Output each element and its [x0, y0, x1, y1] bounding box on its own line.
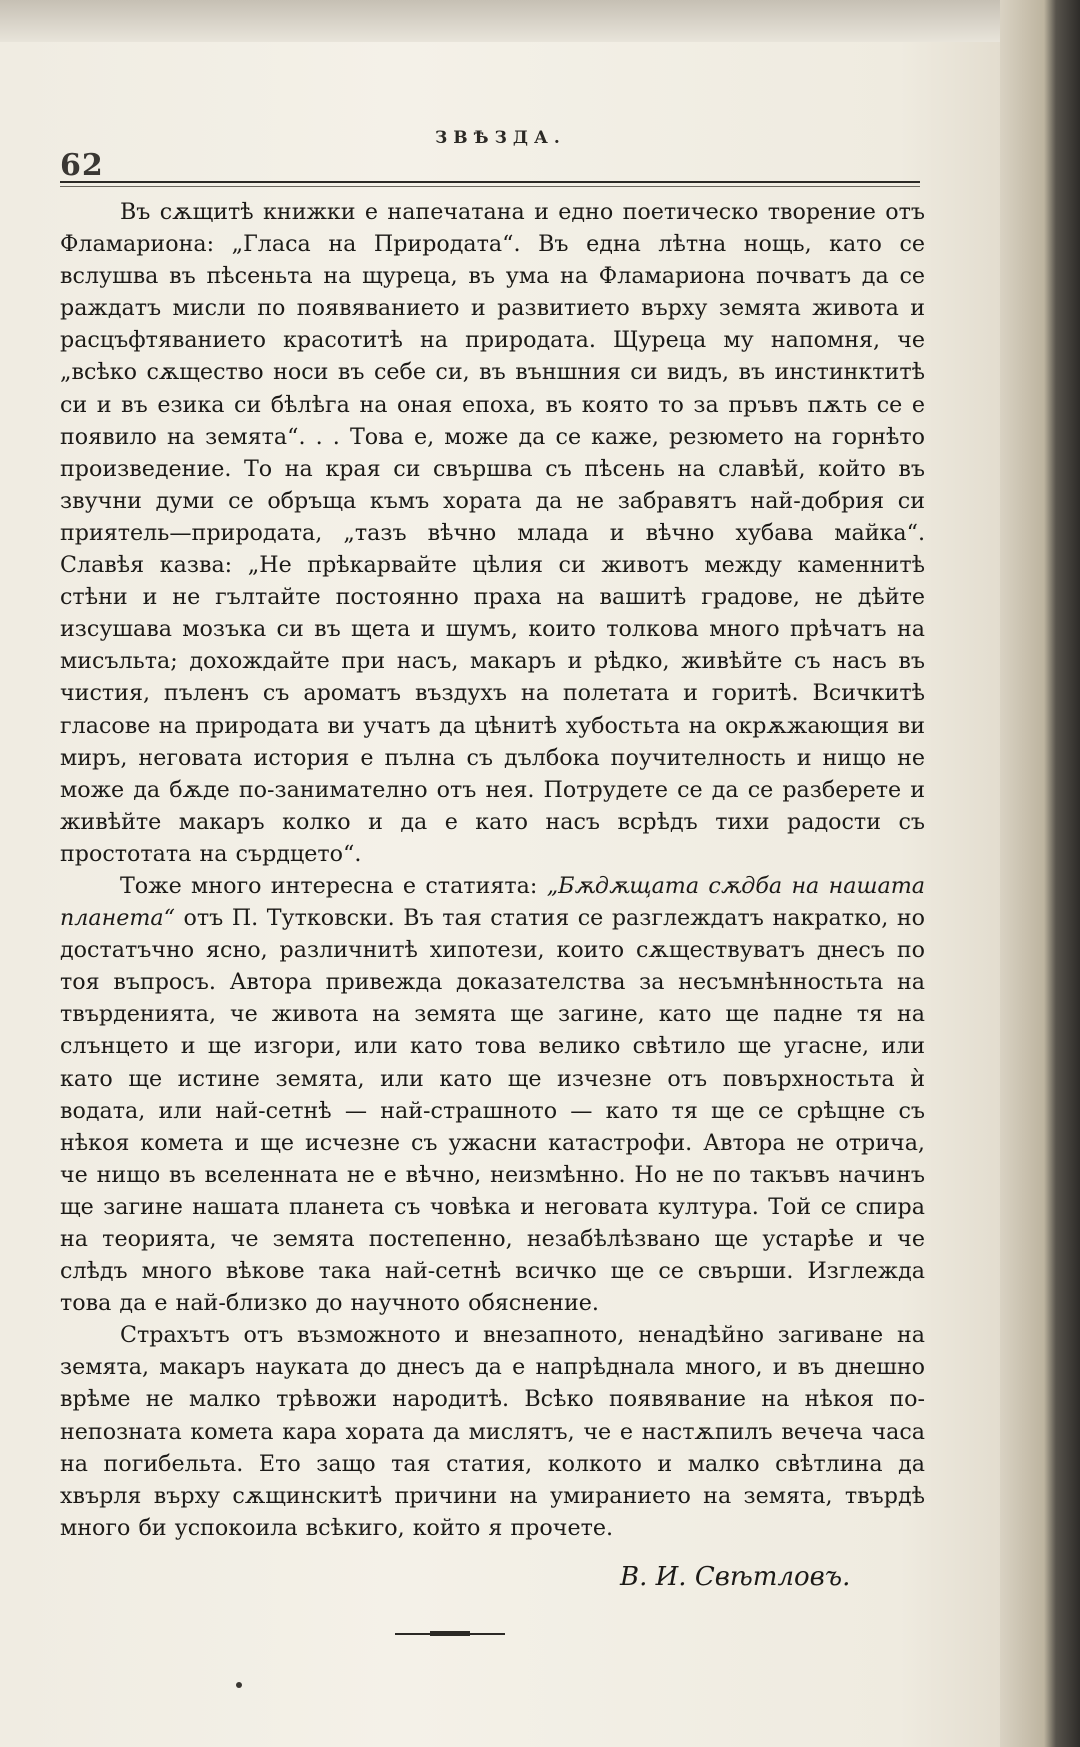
paragraph-3: Страхътъ отъ възможното и внезапното, ненадѣйно загиване на земята, макаръ науката до днесъ да е напрѣднала много, и въ днешно врѣме не малко трѣвожи народитѣ. Всѣко появявание на нѣкоя по-непозната комета кара хората да мислятъ, че е настѫпилъ вечеча часа на погибельта. Ето защо тая статия, колкото и малко свѣтлина да хвърля върху сѫщинскитѣ причини на умиранието на земята, твърдѣ много би успокоила всѣкиго, който я прочете. [60, 1322, 925, 1541]
paragraph-2-lead: Тоже много интересна е статията: [120, 872, 547, 899]
page-header [60, 118, 920, 183]
running-title: ЗВѢЗДА. [435, 128, 566, 148]
ink-speck [236, 1682, 242, 1688]
page-top-shadow [0, 0, 1000, 42]
paragraph-2-rest: отъ П. Тутковски. Въ тая статия се разглеждатъ накратко, но достатъчно ясно, различнитѣ хипотези, които сѫществуватъ днесъ по тоя въпросъ. Автора привежда доказателства за несъмнѣнностьта на твърденията, че живота на земята ще загине, като ще падне тя на слънцето и ще изгори, или като това велико свѣтило ще угасне, или като ще истине земята, или като ще изчезне отъ повърхностьта ѝ водата, или най-сетнѣ — най-страшното — като тя ще се срѣщне съ нѣкоя комета и ще исчезне съ ужасни катастрофи. Автора не отрича, че нищо въ вселенната не е вѣчно, неизмѣнно. Но не по такъвъ начинъ ще загине нашата планета съ човѣка и неговата култура. Той се спира на теорията, че земята постепенно, незабѣлѣзвано ще устарѣе и че слѣдъ много вѣкове така най-сетнѣ всичко ще се свърши. Изглежда това да е най-близко до научното обяснение. [60, 905, 925, 1317]
book-spine-edge [1000, 0, 1080, 1747]
article-body [60, 196, 925, 1544]
paragraph-1: Въ сѫщитѣ книжки е напечатана и едно поетическо творение отъ Фламариона: „Гласа на Природата“. Въ една лѣтна нощь, като се вслушва въ пѣсеньта на щуреца, въ ума на Фламариона почватъ да се раждатъ мисли по появяванието и развитието върху земята живота и расцъфтяванието красотитѣ на природата. Щуреца му напомня, че „всѣко сѫщество носи въ себе си, въ външния си видъ, въ инстинктитѣ си и въ езика си бѣлѣга на оная епоха, въ която то за пръвъ пѫть се е появило на земята“. . . Това е, може да се каже, резюмето на горнѣто произведение. То на края си свършва съ пѣсень на славѣй, който въ звучни думи се обръща къмъ хората да не забравятъ най-добрия си приятель—природата, „тазъ вѣчно млада и вѣчно хубава майка“. Славѣя казва: „Не прѣкарвайте цѣлия си животъ между каменнитѣ стѣни и не гълтайте постоянно праха на вашитѣ градове, не дѣйте изсушава мозъка си въ щета и шумъ, които толкова много прѣчатъ на мисъльта; дохождайте при насъ, макаръ и рѣдко, живѣйте съ насъ въ чистия, пъленъ съ ароматъ въздухъ на полетата и горитѣ. Всичкитѣ гласове на природата ви учатъ да цѣнитѣ хубостьта на окрѫжающия ви миръ, неговата история е пълна съ дълбока поучителность и нищо не може да бѫде по-занимателно отъ нея. Потрудете се да се разберете и живѣйте макаръ колко и да е като насъ всрѣдъ тихи радости съ простотата на сърдцето“. [60, 199, 925, 867]
header-rule [60, 181, 920, 183]
paragraph-2 [60, 870, 925, 1319]
author-signature: В. И. Свѣтловъ. [620, 1562, 851, 1592]
article-title: „Бѫдѫщата сѫдба на нашата планета“ [60, 872, 925, 932]
page-number: 62 [60, 148, 104, 183]
end-rule-ornament [430, 1631, 470, 1636]
header-rule-thin [60, 186, 920, 187]
